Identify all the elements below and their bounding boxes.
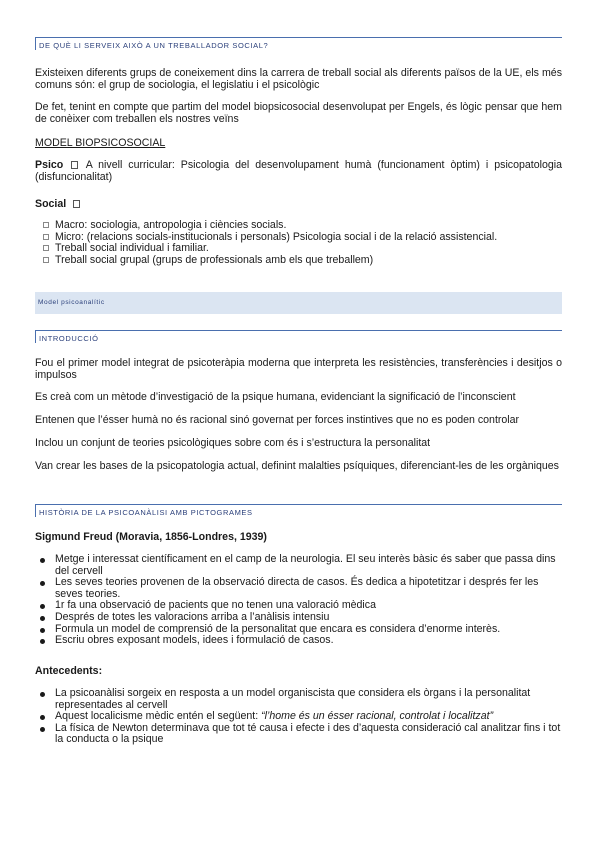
list-item: Treball social individual i familiar. — [35, 243, 562, 255]
bullet-icon — [40, 639, 45, 644]
list-item: Macro: sociologia, antropologia i ciències socials. — [35, 220, 562, 232]
antecedents-heading: Antecedents: — [35, 665, 103, 677]
section-header-introduction: INTRODUCCIÓ — [35, 330, 562, 343]
list-item: Escriu obres exposant models, idees i formulació de casos. — [35, 635, 562, 647]
social-heading — [35, 194, 562, 212]
missing-glyph-icon — [71, 161, 78, 169]
social-list — [35, 220, 562, 266]
intro-paragraph-4: Inclou un conjunt de teories psicològiques sobre com és i s’estructura la personalitat — [35, 437, 431, 449]
square-bullet-icon — [43, 245, 49, 251]
list-item: Les seves teories provenen de la observació directa de casos. És dedica a hipotetitzar i després fer les seves teories. — [35, 577, 562, 600]
list-item: Metge i interessat científicament en el camp de la neurologia. El seu interès bàsic és saber que passa dins del cervell — [35, 554, 562, 577]
bullet-icon — [40, 727, 45, 732]
list-item: Formula un model de comprensió de la personalitat que encara es considera d’enorme interès. — [35, 624, 562, 636]
intro-paragraph-3: Entenen que l’ésser humà no és racional sinó governat per forces instintives que no es poden controlar — [35, 414, 520, 426]
bullet-icon — [40, 604, 45, 609]
section-header-history: HISTÒRIA DE LA PSICOANÀLISI AMB PICTOGRAMES — [35, 504, 562, 517]
freud-list — [35, 554, 562, 647]
list-item: Micro: (relacions socials-institucionals i personals) Psicologia social i de la relació assistencial. — [35, 232, 562, 244]
social-label: Social — [35, 198, 67, 210]
intro-paragraph-1: Fou el primer model integrat de psicoteràpia moderna que interpreta les resistències, transferències i desitjos o impulsos — [35, 357, 562, 381]
list-item: Treball social grupal (grups de professionals amb els que treballem) — [35, 255, 562, 267]
bullet-icon — [40, 715, 45, 720]
square-bullet-icon — [43, 257, 49, 263]
intro-paragraph-5: Van crear les bases de la psicopatologia actual, definint malalties psíquiques, diferenciant-les de les orgàniques — [35, 460, 559, 472]
list-item: 1r fa una observació de pacients que no tenen una valoració mèdica — [35, 600, 562, 612]
list-item: La psicoanàlisi sorgeix en resposta a un model organiscista que considera els òrgans i la personalitat representades al cervell — [35, 688, 562, 711]
model-heading: MODEL BIOPSICOSOCIAL — [35, 137, 166, 149]
square-bullet-icon — [43, 222, 49, 228]
square-bullet-icon — [43, 234, 49, 240]
bullet-icon — [40, 628, 45, 633]
bullet-icon — [40, 616, 45, 621]
antecedents-list — [35, 688, 562, 746]
intro-paragraph-2: Es creà com un mètode d’investigació de la psique humana, evidenciant la significació de l’inconscient — [35, 391, 516, 403]
psico-text: A nivell curricular: Psicologia del desenvolupament humà (funcionament òptim) i psicopatologia (disfuncionalitat) — [35, 159, 562, 183]
bullet-icon — [40, 558, 45, 563]
section-header-psychoanalytic-model: Model psicoanalític — [35, 292, 562, 314]
bullet-icon — [40, 692, 45, 697]
paragraph-knowledge-groups: Existeixen diferents grups de coneixement dins la carrera de treball social als diferents països de la UE, els més comuns són: el grup de sociologia, el legislatiu i el psicològic — [35, 67, 562, 91]
section-header-why-useful: DE QUÈ LI SERVEIX AIXÒ A UN TREBALLADOR SOCIAL? — [35, 37, 562, 50]
psico-paragraph — [35, 159, 562, 183]
missing-glyph-icon — [73, 200, 80, 208]
list-item: Aquest localicisme mèdic entén el següent: “l’home és un ésser racional, controlat i localitzat” — [35, 711, 562, 723]
psico-label: Psico — [35, 159, 64, 171]
freud-heading: Sigmund Freud (Moravia, 1856-Londres, 1939) — [35, 531, 267, 543]
quote-text: “l’home és un ésser racional, controlat i localitzat” — [261, 710, 494, 723]
paragraph-biopsychosocial: De fet, tenint en compte que partim del model biopsicosocial desenvolupat per Engels, és lògic pensar que hem de conèixer com treballen els nostres veïns — [35, 101, 562, 125]
list-item: La física de Newton determinava que tot té causa i efecte i des d’aquesta consideració cal analitzar fins i tot la conducta o la psique — [35, 723, 562, 746]
list-item: Després de totes les valoracions arriba a l’anàlisis intensiu — [35, 612, 562, 624]
bullet-icon — [40, 581, 45, 586]
